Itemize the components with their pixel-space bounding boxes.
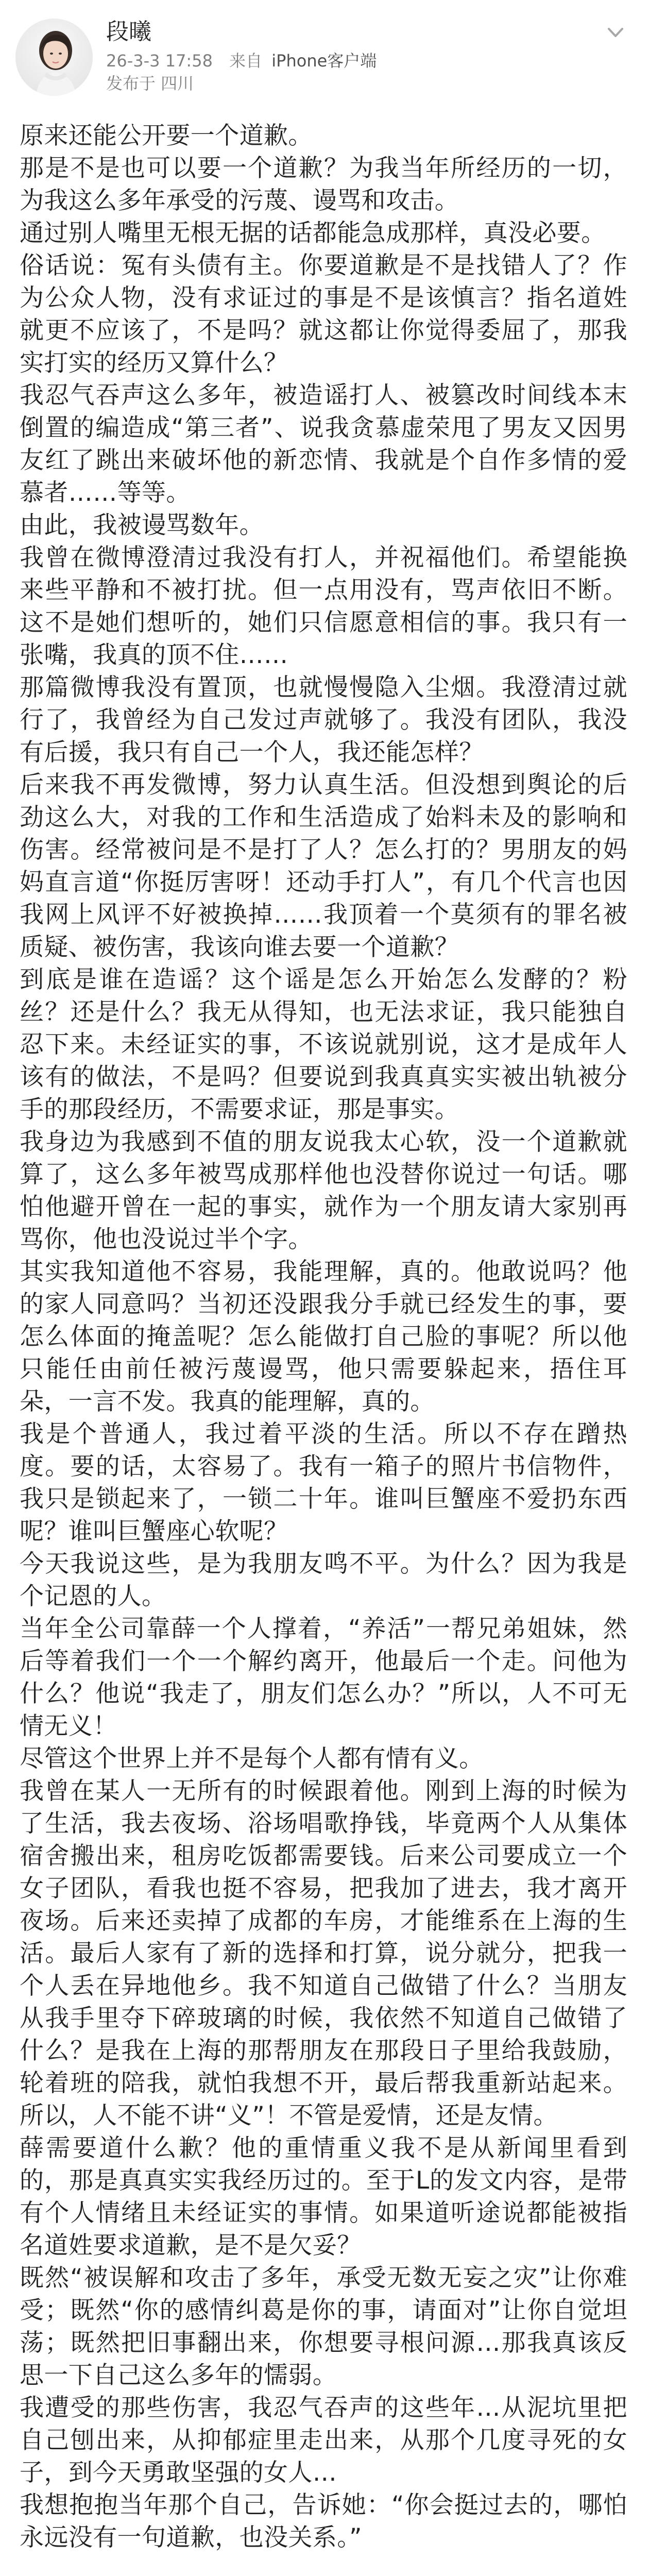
post-paragraph: 那是不是也可以要一个道歉？为我当年所经历的一切，为我这么多年承受的污蔑、谩骂和攻击。 (20, 154, 627, 215)
avatar-image (15, 19, 93, 96)
source-prefix: 来自 (229, 51, 263, 71)
post-paragraph: 我曾在某人一无所有的时候跟着他。刚到上海的时候为了生活，我去夜场、浴场唱歌挣钱，毕竟两个人从集体宿舍搬出来，租房吃饭都需要钱。后来公司要成立一个女子团队，看我也挺不容易，把我加了进去，我才离开夜场。后来还卖掉了成都的车房，才能维系在上海的生活。最后人家有了新的选择和打算，说分就分，把我一个人丢在异地他乡。我不知道自己做错了什么？当朋友从我手里夺下碎玻璃的时候，我依然不知道自己做错了什么？是我在上海的那帮朋友在那段日子里给我鼓励，轮着班的陪我，就怕我想不开，最后帮我重新站起来。所以，人不能不讲“义”！不管是爱情，还是友情。 (20, 1777, 627, 2130)
post-paragraph: 薛需要道什么歉？他的重情重义我不是从新闻里看到的，那是真真实实我经历过的。至于L的发文内容，是带有个人情绪且未经证实的事情。如果道听途说都能被指名道姓要求道歉，是不是欠妥？ (20, 2134, 627, 2260)
post-paragraph: 尽管这个世界上并不是每个人都有情有义。 (20, 1744, 484, 1773)
post-timestamp: 26-3-3 17:58 (106, 51, 213, 71)
post-paragraph: 我是个普通人，我过着平淡的生活。所以不存在蹭热度。要的话，太容易了。我有一箱子的照片书信物件，我只是锁起来了，一锁二十年。谁叫巨蟹座不爱扔东西呢？谁叫巨蟹座心软呢？ (20, 1420, 627, 1546)
post-paragraph: 俗话说：冤有头债有主。你要道歉是不是找错人了？作为公众人物，没有求证过的事是不是该慎言？指名道姓就更不应该了，不是吗？就这都让你觉得委屈了，那我实打实的经历又算什么？ (20, 251, 627, 377)
post-header (0, 0, 649, 117)
post-paragraph: 后来我不再发微博，努力认真生活。但没想到舆论的后劲这么大，对我的工作和生活造成了始料未及的影响和伤害。经常被问是不是打了人？怎么打的？男朋友的妈妈直言道“你挺厉害呀！还动手打人”，有几个代言也因我网上风评不好被换掉……我顶着一个莫须有的罪名被质疑、被伤害，我该向谁去要一个道歉？ (20, 771, 627, 961)
post-paragraph: 今天我说这些，是为我朋友鸣不平。为什么？因为我是个记恩的人。 (20, 1550, 627, 1611)
post-meta (106, 49, 377, 72)
post-paragraph: 原来还能公开要一个道歉。 (20, 122, 313, 150)
post-paragraph: 既然“被误解和攻击了多年，承受无数无妄之灾”让你难受；既然“你的感情纠葛是你的事，请面对”让你自觉坦荡；既然把旧事翻出来，你想要寻根问源…那我真该反思一下自己这么多年的懦弱。 (20, 2264, 627, 2389)
post-paragraph: 我忍气吞声这么多年，被造谣打人、被篡改时间线本末倒置的编造成“第三者”、说我贪慕虚荣甩了男友又因男友红了跳出来破坏他的新恋情、我就是个自作多情的爱慕者……等等。 (20, 381, 627, 507)
post-paragraph: 我遭受的那些伤害，我忍气吞声的这些年…从泥坑里把自己刨出来，从抑郁症里走出来，从那个几度寻死的女子，到今天勇敢坚强的女人… (20, 2394, 627, 2487)
author-name[interactable]: 段曦 (106, 19, 151, 45)
source-client: iPhone客户端 (271, 51, 377, 71)
post-paragraph: 到底是谁在造谣？这个谣是怎么开始怎么发酵的？粉丝？还是什么？我无从得知，也无法求证，我只能独自忍下来。未经证实的事，不该说就别说，这才是成年人该有的做法，不是吗？但要说到我真真实实被出轨被分手的那段经历，不需要求证，那是事实。 (20, 965, 627, 1124)
post-location: 发布于 四川 (106, 74, 194, 93)
post-paragraph: 我曾在微博澄清过我没有打人，并祝福他们。希望能换来些平静和不被打扰。但一点用没有，骂声依旧不断。这不是她们想听的，她们只信愿意相信的事。我只有一张嘴，我真的顶不住…… (20, 544, 627, 669)
author-info (106, 18, 377, 95)
post-paragraph: 通过别人嘴里无根无据的话都能急成那样，真没必要。 (20, 219, 606, 247)
post-menu-button[interactable] (604, 21, 627, 44)
author-avatar[interactable] (15, 19, 93, 96)
post-paragraph: 由此，我被谩骂数年。 (20, 511, 264, 539)
post-paragraph: 我身边为我感到不值的朋友说我太心软，没一个道歉就算了，这么多年被骂成那样他也没替你说过一句话。哪怕他避开曾在一起的事实，就作为一个朋友请大家别再骂你，他也没说过半个字。 (20, 1128, 627, 1253)
post-paragraph: 我想抱抱当年那个自己，告诉她：“你会挺过去的，哪怕永远没有一句道歉，也没关系。” (20, 2491, 627, 2552)
post-body (20, 120, 627, 2554)
post-paragraph: 那篇微博我没有置顶，也就慢慢隐入尘烟。我澄清过就行了，我曾经为自己发过声就够了。我没有团队，我没有后援，我只有自己一个人，我还能怎样？ (20, 673, 627, 767)
chevron-down-icon (604, 21, 627, 44)
post-paragraph: 其实我知道他不容易，我能理解，真的。他敢说吗？他的家人同意吗？当初还没跟我分手就已经发生的事，要怎么体面的掩盖呢？怎么能做打自己脸的事呢？所以他只能任由前任被污蔑谩骂，他只需要躲起来，捂住耳朵，一言不发。我真的能理解，真的。 (20, 1258, 627, 1416)
post-paragraph: 当年全公司靠薛一个人撑着，“养活”一帮兄弟姐妹，然后等着我们一个一个解约离开，他最后一个走。问他为什么？他说“我走了，朋友们怎么办？”所以，人不可无情无义！ (20, 1615, 627, 1740)
